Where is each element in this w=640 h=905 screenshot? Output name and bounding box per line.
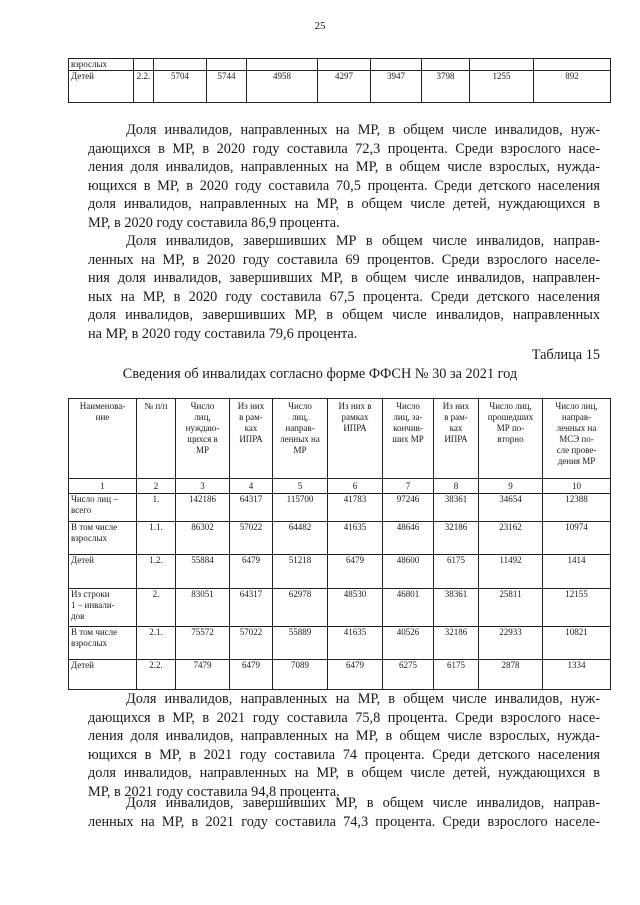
column-number-cell: 2 bbox=[137, 479, 176, 494]
column-number-cell: 5 bbox=[273, 479, 328, 494]
column-number-cell: 4 bbox=[230, 479, 273, 494]
table-cell: В том числе взрослых bbox=[69, 627, 137, 660]
text-line: ления доля инвалидов, направленных на МР, в общем числе взрослых, нужда- bbox=[88, 159, 600, 176]
table-row bbox=[69, 522, 611, 555]
table-header-cell: Наименова- ние bbox=[69, 399, 137, 479]
previous-table-fragment bbox=[68, 58, 611, 103]
table-header-cell: Число лиц, прошедших МР по- вторно bbox=[479, 399, 543, 479]
text-line: ния доля инвалидов, завершивших МР, в общем числе инвалидов, направлен- bbox=[88, 270, 600, 287]
paragraph-2021-directed bbox=[88, 690, 600, 802]
text-line: Доля инвалидов, направленных на МР, в общем числе инвалидов, нуж- bbox=[126, 691, 600, 707]
table-cell: 48600 bbox=[383, 555, 434, 589]
table-cell: Детей bbox=[69, 660, 137, 690]
paragraph-2020-completed bbox=[88, 232, 600, 344]
table-cell: 64482 bbox=[273, 522, 328, 555]
table-cell: 57022 bbox=[230, 522, 273, 555]
table-row bbox=[69, 660, 611, 690]
table-cell: 3798 bbox=[422, 71, 470, 103]
table-cell: 97246 bbox=[383, 494, 434, 522]
text-line: на МР, в 2020 году составила 79,6 процента. bbox=[88, 325, 358, 342]
table-title: Сведения об инвалидах согласно форме ФФСН № 30 за 2021 год bbox=[122, 366, 518, 382]
text-line: дающихся в МР, в 2021 году составила 75,8 процента. Среди взрослого насе- bbox=[88, 709, 600, 726]
table-cell: 32186 bbox=[434, 627, 479, 660]
table-cell: 115700 bbox=[273, 494, 328, 522]
table-cell: 6175 bbox=[434, 660, 479, 690]
column-number-cell: 6 bbox=[328, 479, 383, 494]
column-number-cell: 7 bbox=[383, 479, 434, 494]
table-header-cell: Из них в рам- ках ИПРА bbox=[434, 399, 479, 479]
table-cell: 892 bbox=[534, 71, 611, 103]
table-cell: 6479 bbox=[230, 555, 273, 589]
text-line: дающихся в МР, в 2020 году составила 72,3 процента. Среди взрослого насе- bbox=[88, 140, 600, 157]
table-number: Таблица 15 bbox=[531, 347, 600, 363]
column-numbers-row bbox=[69, 479, 611, 494]
column-number-cell: 1 bbox=[69, 479, 137, 494]
table-cell: 41783 bbox=[328, 494, 383, 522]
table-cell: 7479 bbox=[176, 660, 230, 690]
table-header-cell: Из них в рамках ИПРА bbox=[328, 399, 383, 479]
table-cell: 1. bbox=[137, 494, 176, 522]
table-cell: 5704 bbox=[154, 71, 207, 103]
table-cell: 22933 bbox=[479, 627, 543, 660]
table-cell: 1.1. bbox=[137, 522, 176, 555]
table-header-cell: Число лиц, нуждаю- щихся в МР bbox=[176, 399, 230, 479]
table-cell: 46801 bbox=[383, 589, 434, 627]
table-cell: 41635 bbox=[328, 522, 383, 555]
table-cell: 4297 bbox=[318, 71, 371, 103]
table-cell: 86302 bbox=[176, 522, 230, 555]
table-row bbox=[69, 59, 611, 71]
table-cell: 6275 bbox=[383, 660, 434, 690]
text-line: доля инвалидов, завершивших МР, в общем числе инвалидов, направленных bbox=[88, 307, 600, 324]
column-number-cell: 10 bbox=[543, 479, 611, 494]
text-line: МР, в 2020 году составила 86,9 процента. bbox=[88, 214, 340, 231]
table-header-row bbox=[69, 399, 611, 479]
table-cell: 6479 bbox=[230, 660, 273, 690]
table-cell: 5744 bbox=[207, 71, 247, 103]
table-cell: 32186 bbox=[434, 522, 479, 555]
text-line: Доля инвалидов, завершивших МР, в общем числе инвалидов, направ- bbox=[126, 795, 600, 811]
table-cell: 48646 bbox=[383, 522, 434, 555]
table-15 bbox=[68, 398, 611, 690]
table-cell: 6175 bbox=[434, 555, 479, 589]
table-cell: 25811 bbox=[479, 589, 543, 627]
text-line: ленных на МР, в 2020 году составила 69 процентов. Среди взрослого населе- bbox=[88, 251, 600, 268]
table-cell: 64317 bbox=[230, 494, 273, 522]
table-cell: 75572 bbox=[176, 627, 230, 660]
table-cell: 1414 bbox=[543, 555, 611, 589]
table-cell: 4958 bbox=[247, 71, 318, 103]
table-cell: 3947 bbox=[371, 71, 422, 103]
table-cell: 1334 bbox=[543, 660, 611, 690]
table-cell: 2.2. bbox=[137, 660, 176, 690]
table-cell: 23162 bbox=[479, 522, 543, 555]
table-cell: 6479 bbox=[328, 660, 383, 690]
table-cell: 41635 bbox=[328, 627, 383, 660]
table-cell: взрослых bbox=[69, 59, 134, 71]
table-cell: 10821 bbox=[543, 627, 611, 660]
table-cell: 2. bbox=[137, 589, 176, 627]
text-line: МР, в 2021 году составила 94,8 процента. bbox=[88, 783, 340, 800]
table-row bbox=[69, 494, 611, 522]
text-line: ления доля инвалидов, направленных на МР, в общем числе взрослых, нужда- bbox=[88, 728, 600, 745]
table-cell: 2878 bbox=[479, 660, 543, 690]
text-line: ленных на МР, в 2021 году составила 74,3 процента. Среди взрослого населе- bbox=[88, 813, 600, 830]
table-cell: 10974 bbox=[543, 522, 611, 555]
text-line: ных на МР, в 2020 году составила 67,5 процента. Среди детского населения bbox=[88, 288, 600, 305]
column-number-cell: 3 bbox=[176, 479, 230, 494]
table-header-cell: Число лиц, направ- ленных на МР bbox=[273, 399, 328, 479]
table-cell: 2.1. bbox=[137, 627, 176, 660]
table-header-cell: Число лиц, за- кончив- ших МР bbox=[383, 399, 434, 479]
text-line: доля инвалидов, направленных на МР, в общем числе детей, нуждающихся в bbox=[88, 196, 600, 213]
paragraph-2021-completed bbox=[88, 794, 600, 831]
table-cell: 38361 bbox=[434, 589, 479, 627]
table-cell: 1255 bbox=[470, 71, 534, 103]
paragraph-2020-directed bbox=[88, 121, 600, 233]
table-cell: 62978 bbox=[273, 589, 328, 627]
table-cell: 11492 bbox=[479, 555, 543, 589]
table-cell: 6479 bbox=[328, 555, 383, 589]
text-line: ющихся в МР, в 2020 году составила 70,5 процента. Среди детского населения bbox=[88, 177, 600, 194]
table-cell: 7089 bbox=[273, 660, 328, 690]
table-cell: 12388 bbox=[543, 494, 611, 522]
table-cell: 2.2. bbox=[134, 71, 154, 103]
table-cell: 51218 bbox=[273, 555, 328, 589]
table-cell: Детей bbox=[69, 71, 134, 103]
table-cell: 38361 bbox=[434, 494, 479, 522]
table-row bbox=[69, 71, 611, 103]
table-cell: Число лиц – всего bbox=[69, 494, 137, 522]
table-cell: 57022 bbox=[230, 627, 273, 660]
text-line: ющихся в МР, в 2021 году составила 74 процента. Среди детского населения bbox=[88, 746, 600, 763]
table-row bbox=[69, 589, 611, 627]
page-number: 25 bbox=[314, 20, 326, 32]
table-cell: Из строки 1 – инвали- дов bbox=[69, 589, 137, 627]
table-row bbox=[69, 627, 611, 660]
text-line: доля инвалидов, направленных на МР, в общем числе детей, нуждающихся в bbox=[88, 765, 600, 782]
table-cell: 1.2. bbox=[137, 555, 176, 589]
column-number-cell: 9 bbox=[479, 479, 543, 494]
table-cell: 142186 bbox=[176, 494, 230, 522]
table-cell: 83051 bbox=[176, 589, 230, 627]
table-row bbox=[69, 555, 611, 589]
table-cell: 55889 bbox=[273, 627, 328, 660]
table-cell: Детей bbox=[69, 555, 137, 589]
table-cell: 55884 bbox=[176, 555, 230, 589]
table-cell: 34654 bbox=[479, 494, 543, 522]
table-header-cell: Число лиц, направ- ленных на МСЭ по- сле прове- дения МР bbox=[543, 399, 611, 479]
text-line: Доля инвалидов, направленных на МР, в общем числе инвалидов, нуж- bbox=[126, 122, 600, 138]
table-cell: 48530 bbox=[328, 589, 383, 627]
table-header-cell: № п/п bbox=[137, 399, 176, 479]
table-cell: В том числе взрослых bbox=[69, 522, 137, 555]
column-number-cell: 8 bbox=[434, 479, 479, 494]
table-cell: 40526 bbox=[383, 627, 434, 660]
text-line: Доля инвалидов, завершивших МР в общем числе инвалидов, направ- bbox=[126, 233, 600, 249]
table-cell: 12155 bbox=[543, 589, 611, 627]
table-header-cell: Из них в рам- ках ИПРА bbox=[230, 399, 273, 479]
table-cell: 64317 bbox=[230, 589, 273, 627]
